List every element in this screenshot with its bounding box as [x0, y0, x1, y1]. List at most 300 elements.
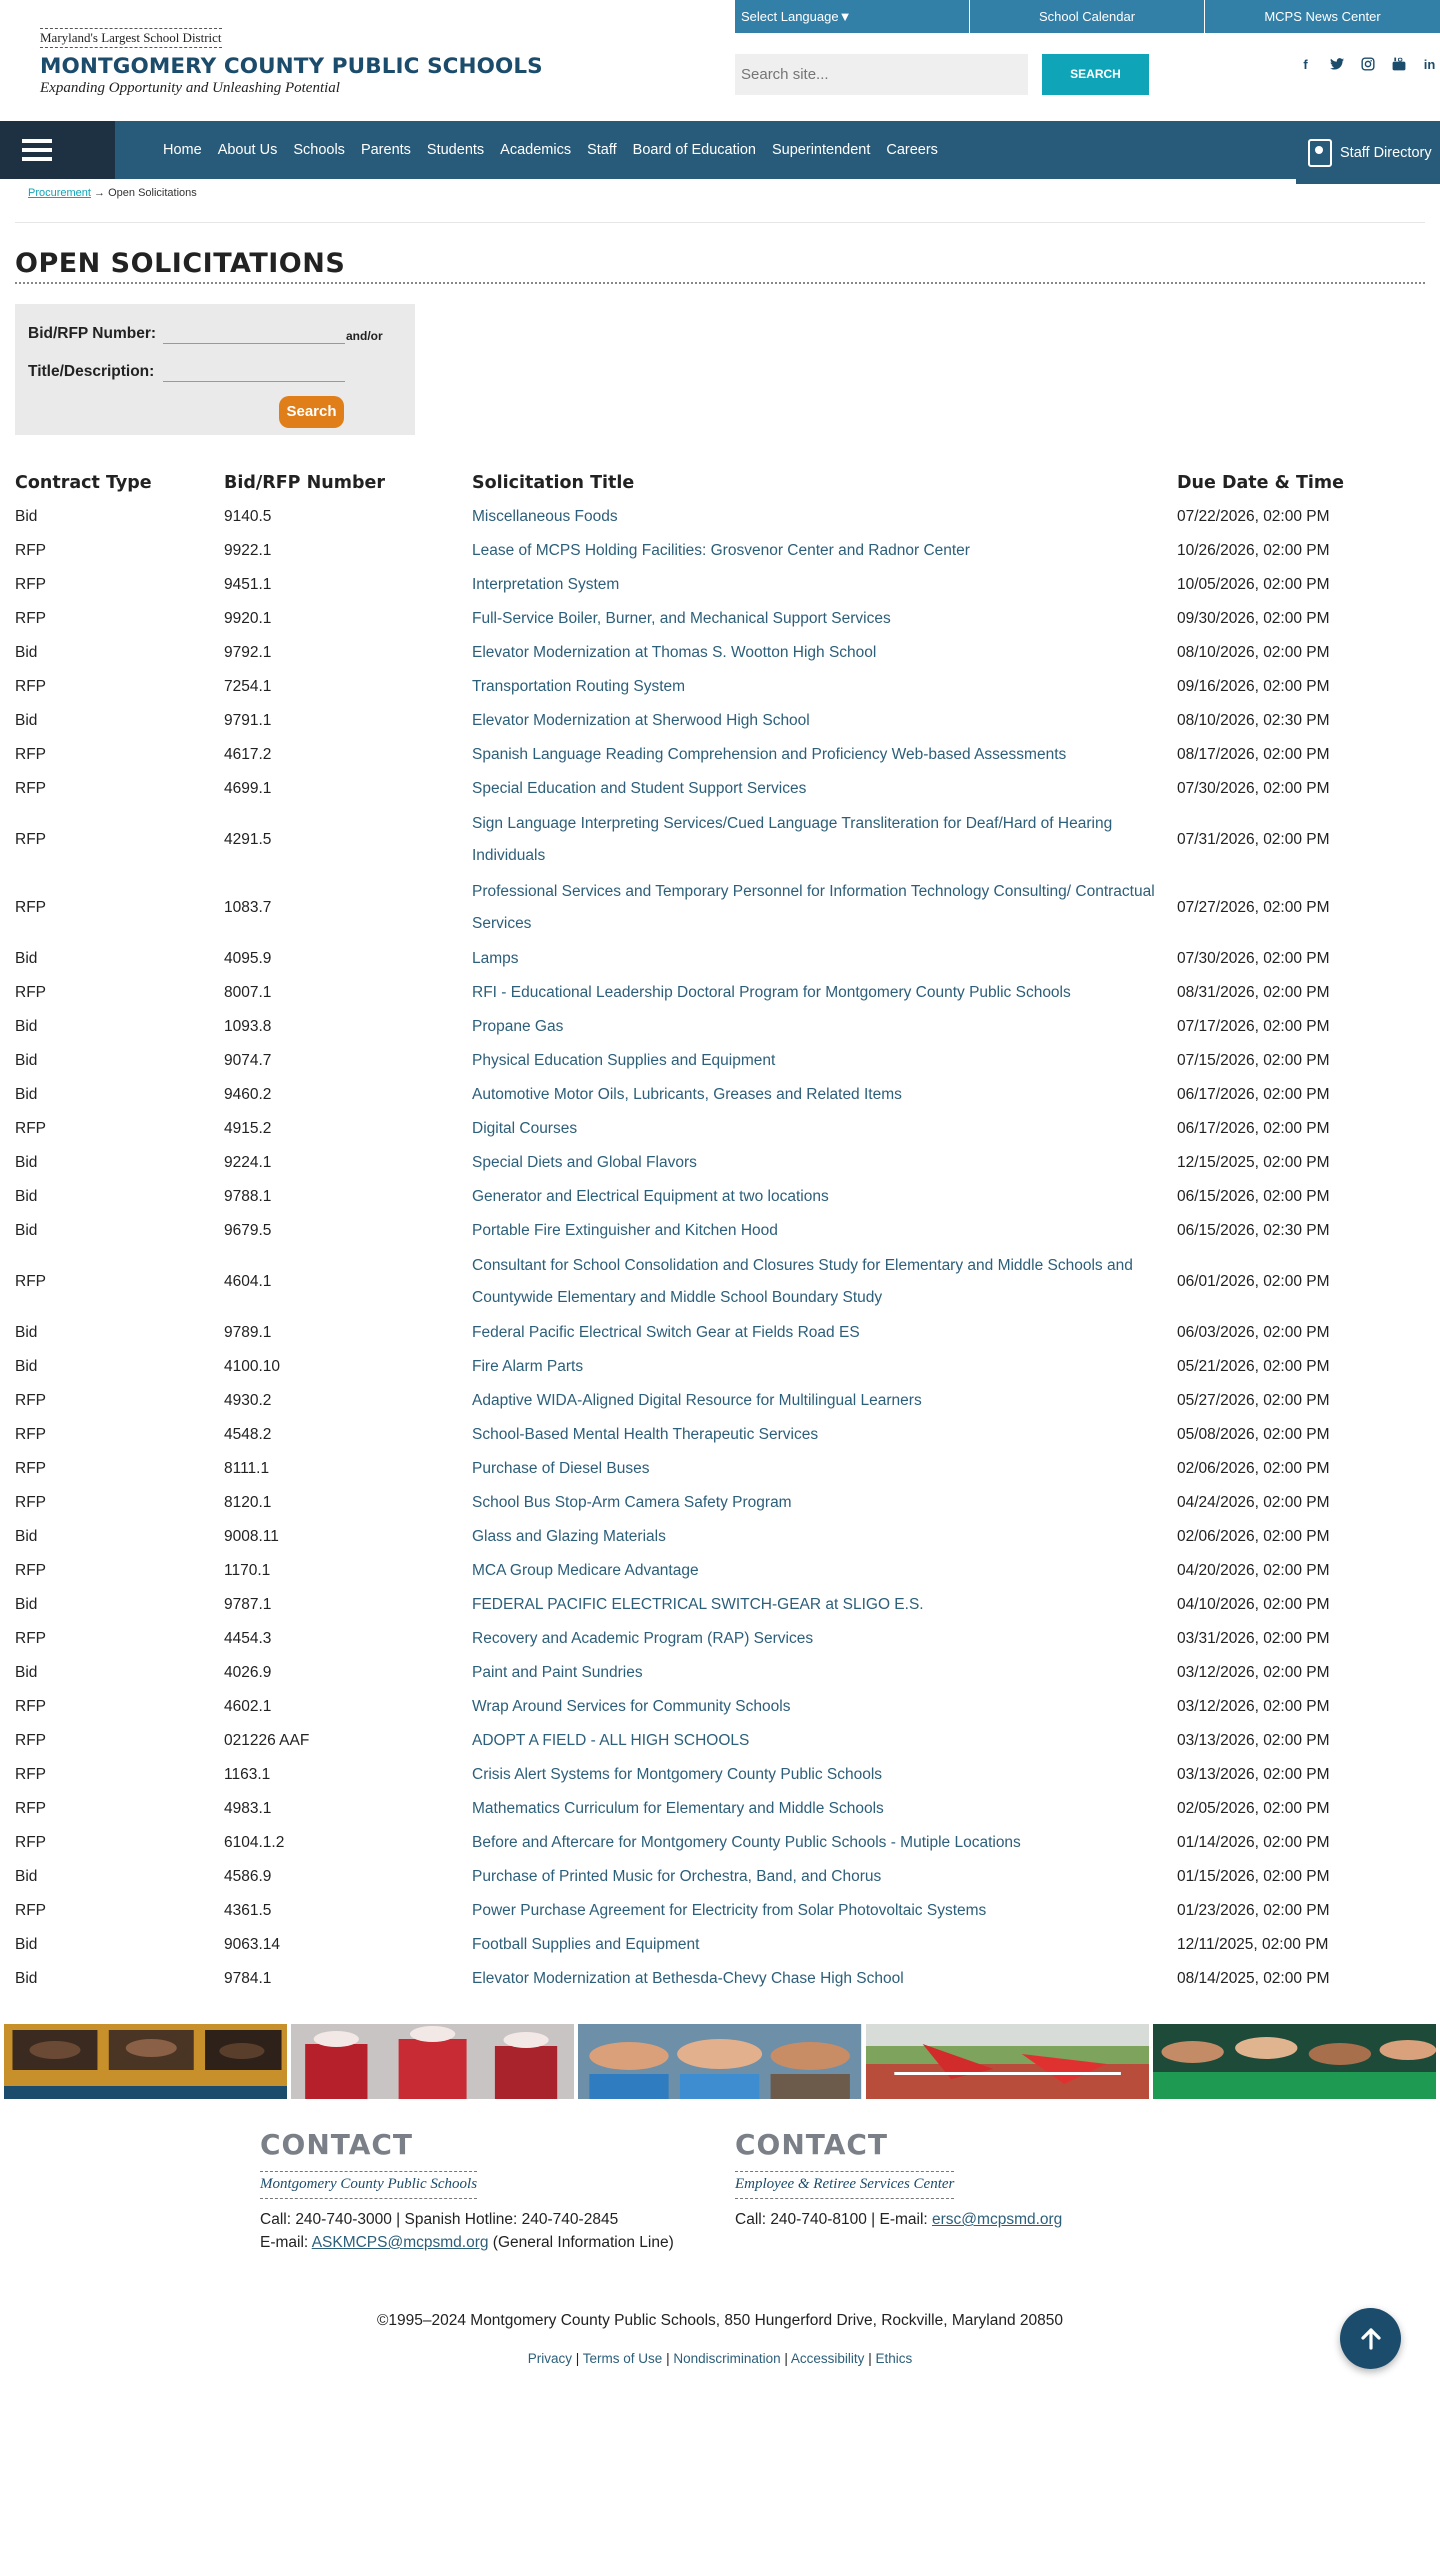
- col-bid-number: Bid/RFP Number: [224, 473, 385, 493]
- due-date-cell: 03/13/2026, 02:00 PM: [1177, 1766, 1330, 1783]
- bid-number-cell: 9451.1: [224, 576, 272, 593]
- solicitation-title-link[interactable]: Glass and Glazing Materials: [472, 1528, 666, 1545]
- bid-number-cell: 1093.8: [224, 1018, 272, 1035]
- due-date-cell: 10/26/2026, 02:00 PM: [1177, 542, 1330, 559]
- contract-type-cell: Bid: [15, 1086, 38, 1103]
- contact-heading: CONTACT: [260, 2128, 414, 2161]
- contact-ersc: [735, 2128, 1062, 2229]
- bid-number-cell: 9787.1: [224, 1596, 272, 1613]
- utility-bar: [735, 0, 1440, 33]
- due-date-cell: 05/08/2026, 02:00 PM: [1177, 1426, 1330, 1443]
- contract-type-cell: RFP: [15, 678, 46, 695]
- nav-item-superintendent[interactable]: Superintendent: [772, 142, 871, 158]
- district-logo[interactable]: [40, 28, 543, 97]
- solicitation-title-cell: [472, 1045, 1177, 1077]
- contract-type-cell: RFP: [15, 1834, 46, 1851]
- table-row: [15, 1112, 1425, 1146]
- solicitation-title-cell: [472, 1623, 1177, 1655]
- bid-number-cell: 4361.5: [224, 1902, 272, 1919]
- bid-number-cell: 6104.1.2: [224, 1834, 285, 1851]
- photo-strip: [0, 2024, 1440, 2099]
- nav-item-about-us[interactable]: About Us: [217, 142, 278, 158]
- bid-number-input[interactable]: [163, 318, 345, 344]
- table-row: [15, 1622, 1425, 1656]
- solicitation-title-cell: [472, 1147, 1177, 1179]
- solicitation-title-cell: [472, 1657, 1177, 1689]
- bid-number-cell: 1170.1: [224, 1562, 271, 1579]
- contract-type-cell: RFP: [15, 746, 46, 763]
- footer-link-terms[interactable]: Terms of Use: [582, 2351, 663, 2366]
- twitter-icon[interactable]: [1321, 54, 1352, 74]
- contract-type-cell: RFP: [15, 1630, 46, 1647]
- solicitation-filter: [15, 304, 415, 435]
- table-row: [15, 1860, 1425, 1894]
- logo-district-name: MONTGOMERY COUNTY PUBLIC SCHOOLS: [40, 54, 543, 79]
- nav-menu: [163, 121, 954, 179]
- bid-number-cell: 9920.1: [224, 610, 272, 627]
- due-date-cell: 07/31/2026, 02:00 PM: [1177, 831, 1330, 848]
- contract-type-cell: Bid: [15, 950, 38, 967]
- contract-type-cell: Bid: [15, 1154, 38, 1171]
- col-solicitation-title: Solicitation Title: [472, 473, 635, 493]
- table-row: [15, 500, 1425, 534]
- table-row: [15, 1486, 1425, 1520]
- solicitation-title-link[interactable]: Before and Aftercare for Montgomery County Public Schools - Mutiple Locations: [472, 1834, 1021, 1851]
- solicitation-title-cell: [472, 1453, 1177, 1485]
- table-row: [15, 1826, 1425, 1860]
- contract-type-cell: RFP: [15, 610, 46, 627]
- solicitation-title-cell: [472, 1725, 1177, 1757]
- due-date-cell: 09/16/2026, 02:00 PM: [1177, 678, 1330, 695]
- solicitation-title-link[interactable]: Mathematics Curriculum for Elementary and Middle Schools: [472, 1800, 884, 1817]
- contract-type-cell: Bid: [15, 1358, 38, 1375]
- due-date-cell: 02/06/2026, 02:00 PM: [1177, 1460, 1330, 1477]
- due-date-cell: 08/17/2026, 02:00 PM: [1177, 746, 1330, 763]
- table-row: [15, 874, 1425, 942]
- solicitation-title-link[interactable]: Purchase of Diesel Buses: [472, 1460, 650, 1477]
- askmcps-email-link[interactable]: ASKMCPS@mcpsmd.org: [311, 2234, 489, 2251]
- contract-type-cell: Bid: [15, 1324, 38, 1341]
- bid-number-cell: 9008.11: [224, 1528, 279, 1545]
- due-date-cell: 03/12/2026, 02:00 PM: [1177, 1698, 1330, 1715]
- solicitation-title-link[interactable]: Portable Fire Extinguisher and Kitchen Hood: [472, 1222, 778, 1239]
- solicitation-title-cell: [472, 1793, 1177, 1825]
- solicitation-title-link[interactable]: Power Purchase Agreement for Electricity from Solar Photovoltaic Systems: [472, 1902, 987, 1919]
- title-description-input[interactable]: [163, 356, 345, 382]
- due-date-cell: 01/14/2026, 02:00 PM: [1177, 1834, 1330, 1851]
- bid-number-cell: 4095.9: [224, 950, 272, 967]
- solicitation-title-link[interactable]: Miscellaneous Foods: [472, 508, 618, 525]
- bid-number-cell: 9063.14: [224, 1936, 281, 1953]
- contract-type-cell: RFP: [15, 1732, 46, 1749]
- contract-type-cell: RFP: [15, 831, 46, 848]
- solicitation-title-link[interactable]: RFI - Educational Leadership Doctoral Program for Montgomery County Public Schools: [472, 984, 1071, 1001]
- page-title: OPEN SOLICITATIONS: [15, 248, 346, 279]
- site-search-button[interactable]: SEARCH: [1042, 54, 1149, 95]
- contract-type-cell: Bid: [15, 1970, 38, 1987]
- col-due-date: Due Date & Time: [1177, 473, 1345, 493]
- due-date-cell: 03/31/2026, 02:00 PM: [1177, 1630, 1330, 1647]
- bid-number-cell: 9074.7: [224, 1052, 272, 1069]
- bid-number-cell: 9791.1: [224, 712, 272, 729]
- due-date-cell: 02/05/2026, 02:00 PM: [1177, 1800, 1330, 1817]
- due-date-cell: 12/15/2025, 02:00 PM: [1177, 1154, 1330, 1171]
- solicitation-title-cell: [472, 1929, 1177, 1961]
- bid-number-cell: 8007.1: [224, 984, 272, 1001]
- due-date-cell: 03/13/2026, 02:00 PM: [1177, 1732, 1330, 1749]
- bid-number-cell: 4454.3: [224, 1630, 272, 1647]
- contract-type-cell: RFP: [15, 1902, 46, 1919]
- solicitation-title-link[interactable]: Digital Courses: [472, 1120, 578, 1137]
- social-links: [1290, 54, 1440, 74]
- contact-heading: CONTACT: [735, 2128, 889, 2161]
- solicitation-title-cell: [472, 1487, 1177, 1519]
- solicitation-title-link[interactable]: Football Supplies and Equipment: [472, 1936, 700, 1953]
- bid-number-cell: 4604.1: [224, 1273, 272, 1290]
- contract-type-cell: RFP: [15, 1273, 46, 1290]
- due-date-cell: 05/27/2026, 02:00 PM: [1177, 1392, 1330, 1409]
- bid-number-cell: 4291.5: [224, 831, 272, 848]
- bid-number-cell: 4602.1: [224, 1698, 272, 1715]
- bid-number-cell: 9788.1: [224, 1188, 272, 1205]
- table-row: [15, 1316, 1425, 1350]
- facebook-icon[interactable]: f: [1303, 56, 1308, 72]
- due-date-cell: 06/01/2026, 02:00 PM: [1177, 1273, 1330, 1290]
- solicitation-title-link[interactable]: Adaptive WIDA-Aligned Digital Resource for Multilingual Learners: [472, 1392, 922, 1409]
- due-date-cell: 08/31/2026, 02:00 PM: [1177, 984, 1330, 1001]
- staff-directory-button[interactable]: [1296, 121, 1440, 184]
- table-row: [15, 1962, 1425, 1996]
- bid-number-cell: 4930.2: [224, 1392, 272, 1409]
- solicitation-title-link[interactable]: Elevator Modernization at Sherwood High School: [472, 712, 810, 729]
- table-row: [15, 602, 1425, 636]
- table-row: [15, 976, 1425, 1010]
- table-row: [15, 1384, 1425, 1418]
- bid-number-cell: 9784.1: [224, 1970, 272, 1987]
- footer-link-privacy[interactable]: Privacy: [527, 2351, 573, 2366]
- due-date-cell: 06/15/2026, 02:00 PM: [1177, 1188, 1330, 1205]
- contact-mcps: [260, 2128, 674, 2252]
- table-row: [15, 942, 1425, 976]
- solicitation-title-link[interactable]: Lamps: [472, 950, 519, 967]
- title-divider: [15, 282, 1425, 284]
- bid-number-cell: 4983.1: [224, 1800, 272, 1817]
- due-date-cell: 01/15/2026, 02:00 PM: [1177, 1868, 1330, 1885]
- solicitation-title-link[interactable]: MCA Group Medicare Advantage: [472, 1562, 699, 1579]
- contract-type-cell: RFP: [15, 1800, 46, 1817]
- solicitation-title-cell: [472, 739, 1177, 771]
- instagram-icon[interactable]: [1352, 54, 1383, 74]
- cheering-fans-photo: [1153, 2024, 1436, 2099]
- solicitation-title-cell: [472, 1827, 1177, 1859]
- bid-number-cell: 4617.2: [224, 746, 272, 763]
- table-row: [15, 1928, 1425, 1962]
- solicitation-title-cell: [472, 637, 1177, 669]
- solicitation-title-link[interactable]: Full-Service Boiler, Burner, and Mechanical Support Services: [472, 610, 891, 627]
- school-calendar-link[interactable]: School Calendar: [970, 0, 1205, 33]
- solicitation-title-link[interactable]: Elevator Modernization at Bethesda-Chevy Chase High School: [472, 1970, 904, 1987]
- students-on-bus-photo: [4, 2024, 287, 2099]
- contract-type-cell: Bid: [15, 1936, 38, 1953]
- logo-tagline: Maryland's Largest School District: [40, 28, 222, 48]
- table-row: [15, 1554, 1425, 1588]
- solicitation-title-link[interactable]: Spanish Language Reading Comprehension and Proficiency Web-based Assessments: [472, 746, 1067, 763]
- marching-band-photo: [291, 2024, 574, 2099]
- bid-number-cell: 1083.7: [224, 899, 272, 916]
- ersc-email-link[interactable]: ersc@mcpsmd.org: [932, 2211, 1063, 2228]
- table-row: [15, 1656, 1425, 1690]
- filter-search-button[interactable]: Search: [279, 396, 344, 428]
- bid-number-cell: 9789.1: [224, 1324, 272, 1341]
- table-row: [15, 1520, 1425, 1554]
- solicitation-title-link[interactable]: FEDERAL PACIFIC ELECTRICAL SWITCH-GEAR at SLIGO E.S.: [472, 1596, 924, 1613]
- solicitation-title-link[interactable]: School-Based Mental Health Therapeutic Services: [472, 1426, 819, 1443]
- contract-type-cell: RFP: [15, 984, 46, 1001]
- contract-type-cell: Bid: [15, 1596, 38, 1613]
- contact-phone-line: Call: 240-740-3000 | Spanish Hotline: 240-740-2845: [260, 2211, 619, 2228]
- logo-slogan: Expanding Opportunity and Unleashing Potential: [40, 80, 340, 96]
- solicitation-title-cell: [472, 1385, 1177, 1417]
- site-search-input[interactable]: [735, 54, 1028, 95]
- due-date-cell: 05/21/2026, 02:00 PM: [1177, 1358, 1330, 1375]
- bid-number-cell: 7254.1: [224, 678, 272, 695]
- solicitation-title-cell: [472, 535, 1177, 567]
- table-row: [15, 806, 1425, 874]
- solicitation-title-cell: [472, 808, 1177, 872]
- breadcrumb: [28, 187, 197, 199]
- table-row: [15, 1078, 1425, 1112]
- youtube-icon[interactable]: [1383, 54, 1414, 74]
- contract-type-cell: RFP: [15, 1392, 46, 1409]
- solicitation-title-link[interactable]: Fire Alarm Parts: [472, 1358, 584, 1375]
- solicitation-title-link[interactable]: Federal Pacific Electrical Switch Gear at Fields Road ES: [472, 1324, 860, 1341]
- solicitation-title-link[interactable]: Special Diets and Global Flavors: [472, 1154, 697, 1171]
- solicitation-title-cell: [472, 603, 1177, 635]
- nav-item-home[interactable]: Home: [163, 142, 202, 158]
- table-row: [15, 1180, 1425, 1214]
- due-date-cell: 04/10/2026, 02:00 PM: [1177, 1596, 1330, 1613]
- nav-item-careers[interactable]: Careers: [886, 142, 938, 158]
- due-date-cell: 07/30/2026, 02:00 PM: [1177, 780, 1330, 797]
- solicitation-title-link[interactable]: Interpretation System: [472, 576, 620, 593]
- solicitation-title-cell: [472, 1181, 1177, 1213]
- bid-number-cell: 4026.9: [224, 1664, 272, 1681]
- bid-number-cell: 4100.10: [224, 1358, 281, 1375]
- select-language-dropdown[interactable]: Select Language▼: [735, 0, 970, 33]
- contact-org-name: Employee & Retiree Services Center: [735, 2171, 954, 2199]
- solicitation-title-link[interactable]: Recovery and Academic Program (RAP) Services: [472, 1630, 814, 1647]
- contract-type-cell: RFP: [15, 780, 46, 797]
- due-date-cell: 07/27/2026, 02:00 PM: [1177, 899, 1330, 916]
- solicitation-title-cell: [472, 1759, 1177, 1791]
- nav-item-students[interactable]: Students: [426, 142, 485, 158]
- due-date-cell: 06/17/2026, 02:00 PM: [1177, 1086, 1330, 1103]
- solicitation-title-cell: [472, 977, 1177, 1009]
- bid-number-cell: 9679.5: [224, 1222, 272, 1239]
- contract-type-cell: RFP: [15, 576, 46, 593]
- contract-type-cell: Bid: [15, 644, 38, 661]
- news-center-link[interactable]: MCPS News Center: [1264, 9, 1381, 24]
- footer-link-accessibility[interactable]: Accessibility: [790, 2351, 865, 2366]
- solicitation-title-cell: [472, 1963, 1177, 1995]
- contract-type-cell: RFP: [15, 1766, 46, 1783]
- arrow-up-icon: [1359, 2327, 1383, 2351]
- table-row: [15, 772, 1425, 806]
- due-date-cell: 07/15/2026, 02:00 PM: [1177, 1052, 1330, 1069]
- breadcrumb-separator: →: [94, 187, 106, 199]
- solicitation-title-link[interactable]: Sign Language Interpreting Services/Cued Language Transliteration for Deaf/Hard of Hearing Individuals: [472, 815, 1113, 864]
- table-row: [15, 1588, 1425, 1622]
- table-row: [15, 1146, 1425, 1180]
- solicitation-title-link[interactable]: Generator and Electrical Equipment at two locations: [472, 1188, 829, 1205]
- table-row: [15, 1724, 1425, 1758]
- contract-type-cell: Bid: [15, 508, 38, 525]
- nav-item-staff[interactable]: Staff: [587, 142, 617, 158]
- solicitation-title-link[interactable]: Propane Gas: [472, 1018, 564, 1035]
- contract-type-cell: RFP: [15, 1460, 46, 1477]
- due-date-cell: 03/12/2026, 02:00 PM: [1177, 1664, 1330, 1681]
- table-row: [15, 1792, 1425, 1826]
- solicitation-title-cell: [472, 1521, 1177, 1553]
- solicitation-title-link[interactable]: School Bus Stop-Arm Camera Safety Program: [472, 1494, 792, 1511]
- due-date-cell: 07/17/2026, 02:00 PM: [1177, 1018, 1330, 1035]
- table-row: [15, 636, 1425, 670]
- solicitation-title-cell: [472, 876, 1177, 940]
- solicitation-title-cell: [472, 569, 1177, 601]
- solicitation-title-link[interactable]: Physical Education Supplies and Equipment: [472, 1052, 776, 1069]
- table-row: [15, 1690, 1425, 1724]
- footer-link-nondiscrimination[interactable]: Nondiscrimination: [673, 2351, 781, 2366]
- bid-number-cell: 9922.1: [224, 542, 272, 559]
- contract-type-cell: Bid: [15, 1052, 38, 1069]
- contract-type-cell: Bid: [15, 1664, 38, 1681]
- due-date-cell: 10/05/2026, 02:00 PM: [1177, 576, 1330, 593]
- solicitation-title-cell: [472, 671, 1177, 703]
- due-date-cell: 02/06/2026, 02:00 PM: [1177, 1528, 1330, 1545]
- nav-item-academics[interactable]: Academics: [500, 142, 572, 158]
- hamburger-menu-icon[interactable]: [0, 121, 115, 179]
- solicitation-title-cell: [472, 1895, 1177, 1927]
- contract-type-cell: RFP: [15, 542, 46, 559]
- contract-type-cell: RFP: [15, 1698, 46, 1715]
- solicitation-title-link[interactable]: Special Education and Student Support Services: [472, 780, 807, 797]
- due-date-cell: 01/23/2026, 02:00 PM: [1177, 1902, 1330, 1919]
- table-body: [15, 500, 1425, 1996]
- solicitation-title-link[interactable]: Paint and Paint Sundries: [472, 1664, 643, 1681]
- table-row: [15, 1350, 1425, 1384]
- table-row: [15, 568, 1425, 602]
- solicitation-title-link[interactable]: Consultant for School Consolidation and Closures Study for Elementary and Middle Schools and Countywide Elementary and Middle School Boundary Study: [472, 1257, 1133, 1306]
- bid-number-cell: 8111.1: [224, 1460, 270, 1477]
- due-date-cell: 08/10/2026, 02:00 PM: [1177, 644, 1330, 661]
- due-date-cell: 12/11/2025, 02:00 PM: [1177, 1936, 1329, 1953]
- solicitation-title-cell: [472, 1250, 1177, 1314]
- footer-links: Privacy | Terms of Use | Nondiscrimination | Accessibility | Ethics: [527, 2351, 913, 2366]
- solicitation-title-cell: [472, 1861, 1177, 1893]
- solicitation-title-cell: [472, 1691, 1177, 1723]
- due-date-cell: 06/15/2026, 02:30 PM: [1177, 1222, 1330, 1239]
- contract-type-cell: RFP: [15, 1562, 46, 1579]
- table-row: [15, 1214, 1425, 1248]
- solicitation-title-link[interactable]: Lease of MCPS Holding Facilities: Grosvenor Center and Radnor Center: [472, 542, 970, 559]
- track-hurdles-photo: [866, 2024, 1149, 2099]
- solicitation-title-cell: [472, 773, 1177, 805]
- solicitation-title-link[interactable]: Crisis Alert Systems for Montgomery County Public Schools: [472, 1766, 883, 1783]
- nav-item-schools[interactable]: Schools: [293, 142, 345, 158]
- solicitation-title-link[interactable]: Transportation Routing System: [472, 678, 686, 695]
- contract-type-cell: Bid: [15, 1188, 38, 1205]
- bid-number-cell: 4586.9: [224, 1868, 272, 1885]
- contact-card-icon: [1308, 139, 1332, 167]
- solicitation-title-link[interactable]: Purchase of Printed Music for Orchestra, Band, and Chorus: [472, 1868, 882, 1885]
- due-date-cell: 04/24/2026, 02:00 PM: [1177, 1494, 1330, 1511]
- linkedin-icon[interactable]: in: [1423, 56, 1436, 72]
- solicitation-title-link[interactable]: Professional Services and Temporary Personnel for Information Technology Consulting/ Contractual Services: [472, 883, 1155, 932]
- bid-number-cell: 8120.1: [224, 1494, 272, 1511]
- solicitation-title-link[interactable]: ADOPT A FIELD - ALL HIGH SCHOOLS: [472, 1732, 750, 1749]
- smiling-students-photo: [578, 2024, 861, 2099]
- solicitation-title-cell: [472, 1079, 1177, 1111]
- table-row: [15, 1894, 1425, 1928]
- solicitation-title-link[interactable]: Elevator Modernization at Thomas S. Wootton High School: [472, 644, 877, 661]
- bid-number-cell: 021226 AAF: [224, 1732, 310, 1749]
- bid-number-cell: 4548.2: [224, 1426, 272, 1443]
- solicitation-title-link[interactable]: Wrap Around Services for Community Schools: [472, 1698, 791, 1715]
- solicitation-title-cell: [472, 501, 1177, 533]
- contact-email-line: [260, 2234, 674, 2252]
- solicitation-title-link[interactable]: Automotive Motor Oils, Lubricants, Greases and Related Items: [472, 1086, 902, 1103]
- table-row: [15, 534, 1425, 568]
- due-date-cell: 08/14/2025, 02:00 PM: [1177, 1970, 1330, 1987]
- table-row: [15, 1418, 1425, 1452]
- bid-number-cell: 1163.1: [224, 1766, 271, 1783]
- back-to-top-button[interactable]: [1340, 2308, 1401, 2369]
- copyright: ©1995–2024 Montgomery County Public Schools, 850 Hungerford Drive, Rockville, Maryland 20850: [376, 2312, 1064, 2329]
- contact-phone-prefix: Call: 240-740-8100 | E-mail:: [735, 2211, 933, 2228]
- table-row: [15, 704, 1425, 738]
- bid-number-cell: 4699.1: [224, 780, 272, 797]
- solicitation-title-cell: [472, 1351, 1177, 1383]
- table-row: [15, 1758, 1425, 1792]
- solicitation-title-cell: [472, 1113, 1177, 1145]
- table-row: [15, 1248, 1425, 1316]
- bid-number-cell: 9224.1: [224, 1154, 272, 1171]
- solicitation-title-cell: [472, 1555, 1177, 1587]
- site-header: [0, 0, 1440, 121]
- contact-org-name: Montgomery County Public Schools: [260, 2171, 477, 2199]
- solicitation-title-cell: [472, 1419, 1177, 1451]
- contact-phone-line: [735, 2211, 1062, 2229]
- solicitation-title-cell: [472, 705, 1177, 737]
- breadcrumb-current: Open Solicitations: [108, 187, 197, 199]
- breadcrumb-procurement-link[interactable]: Procurement: [28, 187, 91, 199]
- contract-type-cell: RFP: [15, 899, 46, 916]
- solicitation-title-cell: [472, 1011, 1177, 1043]
- contract-type-cell: RFP: [15, 1120, 46, 1137]
- solicitation-title-cell: [472, 943, 1177, 975]
- due-date-cell: 04/20/2026, 02:00 PM: [1177, 1562, 1330, 1579]
- main-nav: [0, 121, 1440, 179]
- footer-link-ethics[interactable]: Ethics: [875, 2351, 913, 2366]
- contract-type-cell: Bid: [15, 1528, 38, 1545]
- due-date-cell: 06/17/2026, 02:00 PM: [1177, 1120, 1330, 1137]
- nav-item-board-of-education[interactable]: Board of Education: [632, 142, 756, 158]
- due-date-cell: 07/30/2026, 02:00 PM: [1177, 950, 1330, 967]
- bid-number-cell: 9140.5: [224, 508, 272, 525]
- col-contract-type: Contract Type: [15, 473, 152, 493]
- nav-item-parents[interactable]: Parents: [360, 142, 411, 158]
- due-date-cell: 07/22/2026, 02:00 PM: [1177, 508, 1330, 525]
